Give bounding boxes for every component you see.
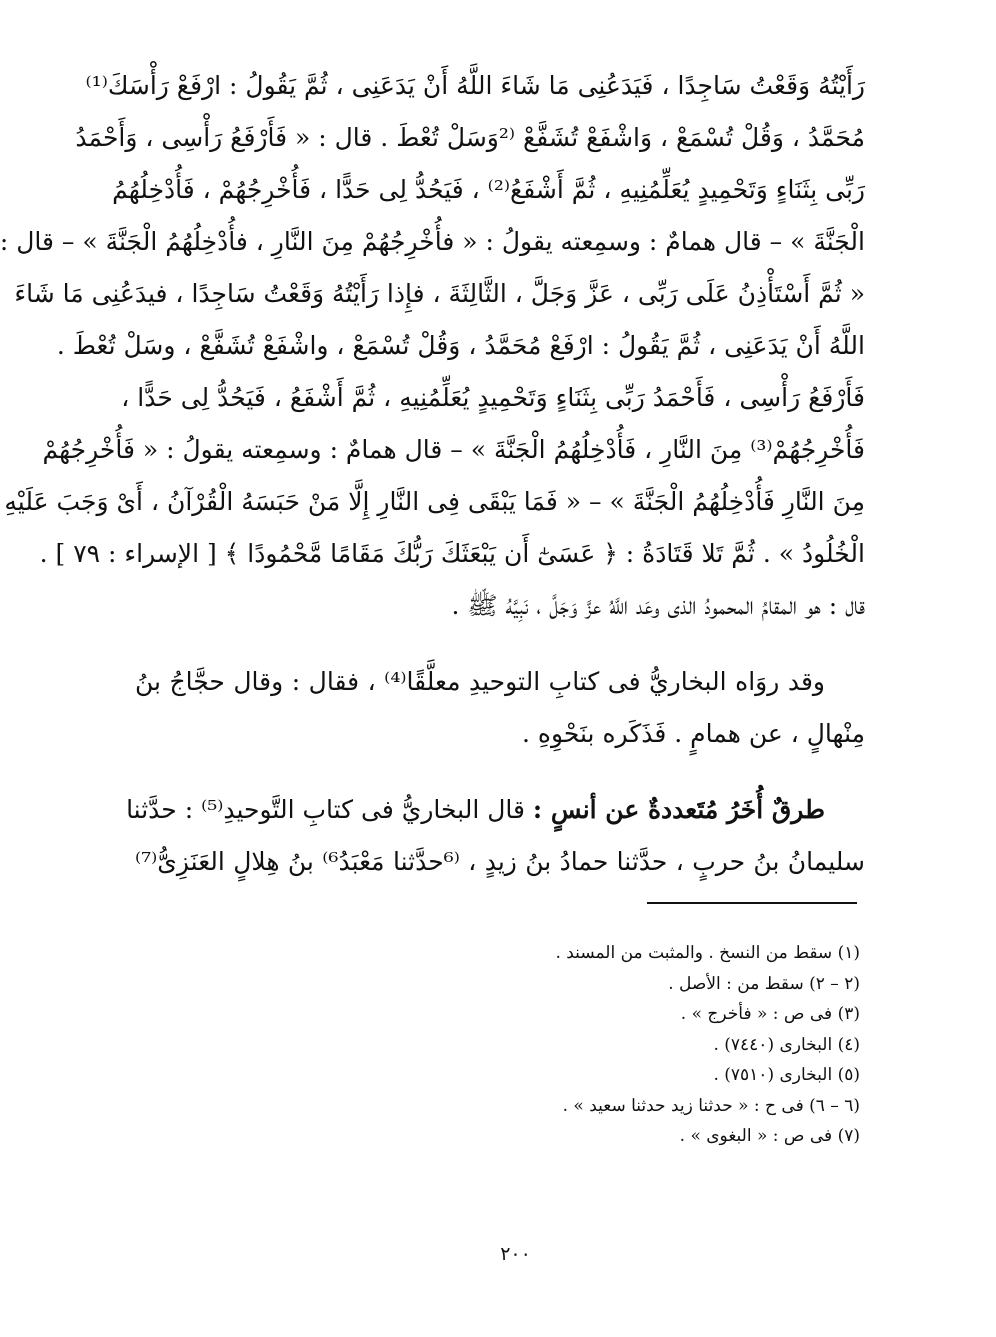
text-line: اللَّهُ أَنْ يَدَعَنِى ، ثُمَّ يَقُولُ : ارْفَعْ مُحَمَّدُ ، وَقُلْ تُسْمَعْ ، واشْفَعْ تُشَفَّعْ ، وسَلْ تُعْطَ . xyxy=(56,331,865,360)
footnote: (٥) البخارى (٧٥١٠) . xyxy=(713,1065,860,1085)
text-line: رَأَيْتُهُ وَقَعْتُ سَاجِدًا ، فَيَدَعُنِى مَا شَاءَ اللَّهُ أَنْ يَدَعَنِى ، ثُمَّ يَقُولُ : ارْفَعْ رَأْسَكَ⁽¹⁾ xyxy=(85,71,865,100)
footnote: (٤) البخارى (٧٤٤٠) . xyxy=(713,1034,860,1055)
text-line xyxy=(126,784,865,836)
text-line: وقد روَاه البخاريُّ فى كتابِ التوحيدِ معلَّقًا⁽⁴⁾ ، فقال : وقال حجَّاجُ بنُ xyxy=(135,667,825,696)
footnote-separator xyxy=(647,902,857,904)
text-line: قال : هو المقامُ المحمودُ الذى وعَد اللَّهُ عزَّ وَجَلَّ ، نَبِيَّهُ ﷺ . xyxy=(451,591,865,620)
text-line: مِنَ النَّارِ فَأُدْخِلُهُمُ الْجَنَّةَ » – « فَمَا يَبْقَى فِى النَّارِ إِلَّا مَنْ حَبَسَهُ الْقُرْآنُ ، أَىْ وَجَبَ عَلَيْهِ xyxy=(4,487,865,516)
text-line: فَأَرْفَعُ رَأْسِى ، فَأَحْمَدُ رَبِّى بِثَنَاءٍ وَتَحْمِيدٍ يُعَلِّمُنِيهِ ، ثُمَّ أَشْفَعُ ، فَيَحُدُّ لِى حَدًّا ، xyxy=(121,383,865,412)
main-text xyxy=(0,60,866,888)
text-line: مُحَمَّدُ ، وَقُلْ تُسْمَعْ ، وَاشْفَعْ تُشَفَّعْ ⁽²وَسَلْ تُعْطَ . قال : « فَأَرْفَعُ رَأْسِى ، وَأَحْمَدُ xyxy=(75,123,865,152)
paragraph-3 xyxy=(126,784,866,888)
text-line: مِنْهالٍ ، عن همامٍ . فَذَكَره بنَحْوِهِ . xyxy=(521,719,865,748)
paragraph-2 xyxy=(135,656,865,760)
footnote: (٣) فى ص : « فأخرج » . xyxy=(680,1004,860,1024)
text-line: سليمانُ بنُ حربٍ ، حدَّثنا حمادُ بنُ زيدٍ ، ⁽⁶حدَّثنا مَعْبَدُ⁶⁾ بنُ هِلالٍ العَنَزِىُّ⁽⁷⁾ xyxy=(135,847,866,876)
text-line: الْجَنَّةَ » – قال همامٌ : وسمِعته يقولُ : « فأُخْرِجُهُمْ مِنَ النَّارِ ، فأُدْخِلُهُمُ الْجَنَّةَ » – قال : xyxy=(0,227,865,256)
text-line: فَأُخْرِجُهُمْ⁽³⁾ مِنَ النَّارِ ، فَأُدْخِلُهُمُ الْجَنَّةَ » – قال همامٌ : وسمِعته يقولُ : « فَأُخْرِجُهُمْ xyxy=(42,435,865,464)
section-heading: طرقٌ أُخَرُ مُتَعددةٌ عن أنسٍ : xyxy=(532,795,825,824)
footnote: (٦ – ٦) فى ح : « حدثنا زيد حدثنا سعيد » . xyxy=(562,1095,860,1116)
footnote: (١) سقط من النسخ . والمثبت من المسند . xyxy=(555,943,860,963)
footnotes xyxy=(135,938,860,1152)
text-segment: قال البخاريُّ فى كتابِ التَّوحيدِ⁽⁵⁾ : حدَّثنا xyxy=(126,795,533,824)
paragraph-1 xyxy=(0,60,865,632)
text-line: « ثُمَّ أَسْتَأْذِنُ عَلَى رَبِّى ، عَزَّ وَجَلَّ ، الثَّالِثَةَ ، فإِذا رَأَيْتُهُ وَقَعْتُ سَاجِدًا ، فيدَعُنِى مَا شَاءَ xyxy=(14,279,865,308)
footnote: (٧) فى ص : « البغوى » . xyxy=(679,1126,860,1146)
text-line: الْخُلُودُ » . ثُمَّ تَلا قَتَادَةُ : ﴿ عَسَىٰٓ أَن يَبْعَثَكَ رَبُّكَ مَقَامًا مَّحْمُودًا ﴾ [ الإسراء : ٧٩ ] . xyxy=(39,539,865,568)
page-number: ٢٠٠ xyxy=(500,1243,531,1265)
footnote: (٢ – ٢) سقط من : الأصل . xyxy=(668,973,860,994)
text-line: رَبِّى بِثَنَاءٍ وَتَحْمِيدٍ يُعَلِّمُنِيهِ ، ثُمَّ أَشْفَعُ⁽²⁾ ، فَيَحُدُّ لِى حَدًّا ، فَأُخْرِجُهُمْ ، فَأُدْخِلُهُمُ xyxy=(112,175,865,204)
